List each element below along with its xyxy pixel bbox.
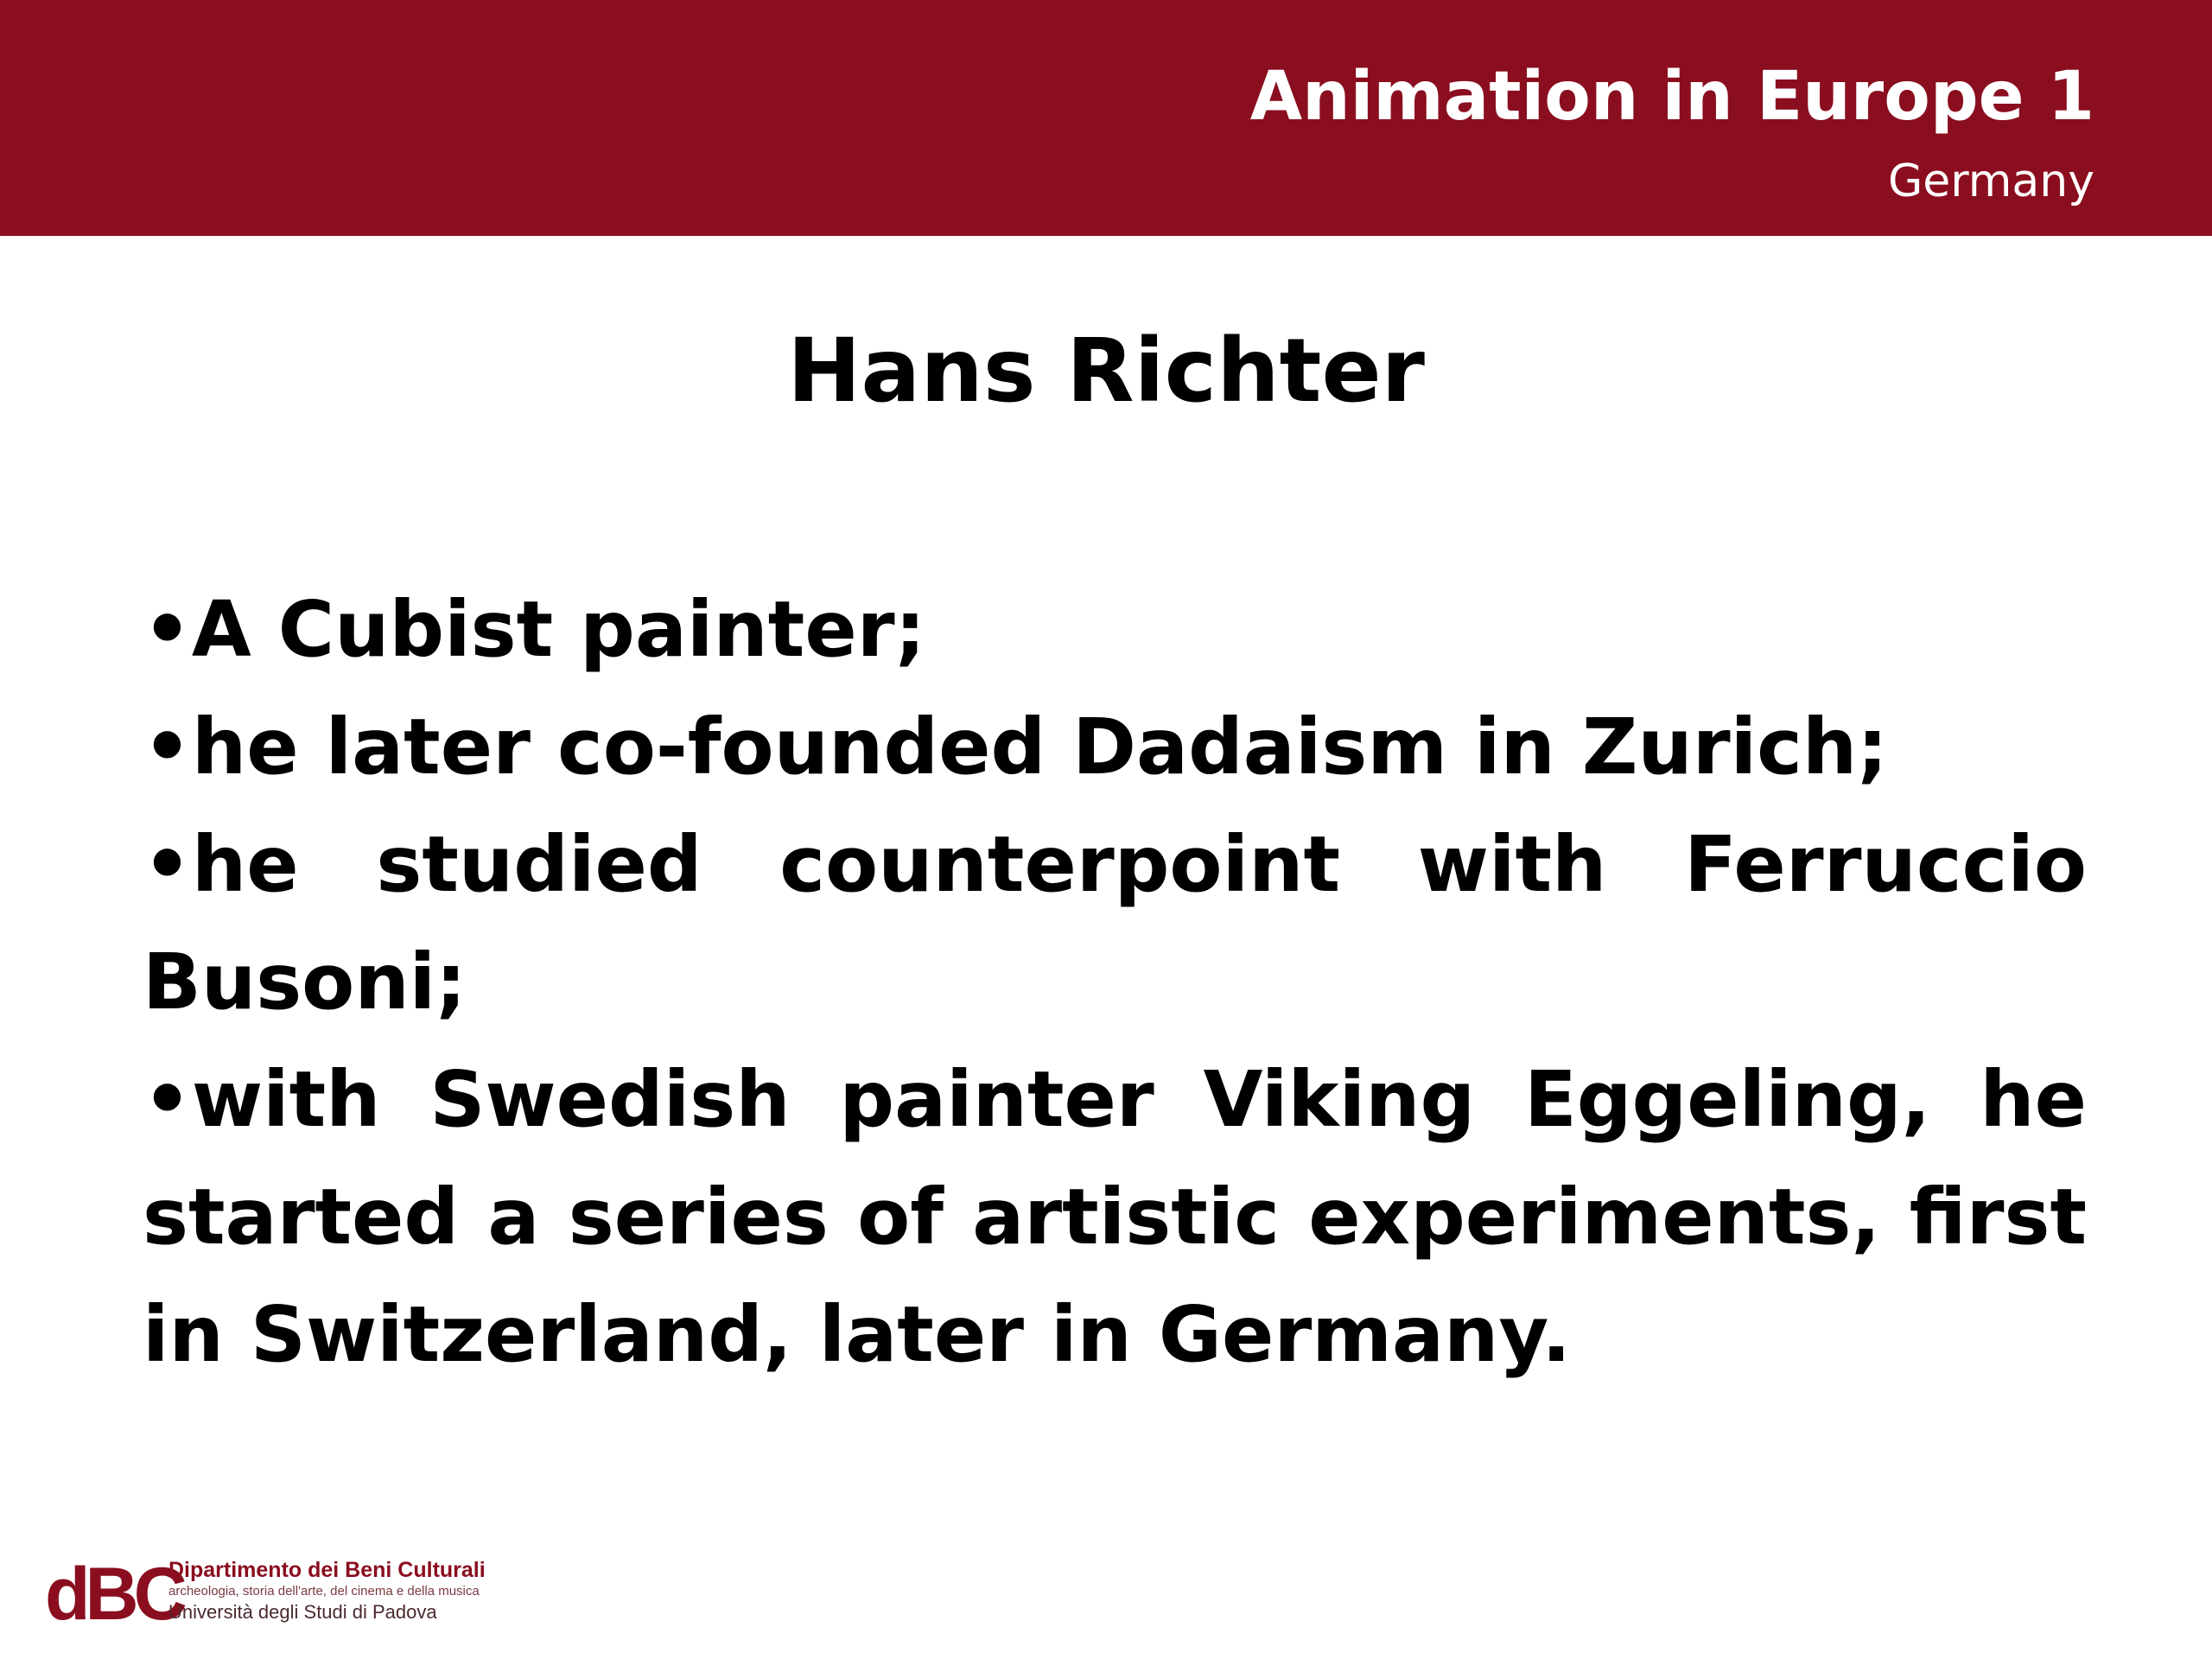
bullet-item	[143, 570, 2087, 688]
department-subtitle: archeologia, storia dell'arte, del cinema e della musica	[168, 1584, 480, 1599]
university-name: Università degli Studi di Padova	[168, 1601, 437, 1623]
bullet-list	[143, 570, 2087, 1393]
bullet-mark: •	[143, 1054, 192, 1144]
bullet-text: A Cubist painter;	[191, 584, 926, 674]
logo-text	[168, 1557, 486, 1624]
bullet-item	[143, 1040, 2087, 1393]
bullet-text: he later co-founded Dadaism in Zurich;	[191, 702, 1888, 791]
bullet-item	[143, 688, 2087, 805]
bullet-mark: •	[143, 819, 192, 909]
department-logo	[45, 1553, 529, 1636]
bullet-mark: •	[143, 702, 192, 791]
bullet-text: he studied counterpoint with Ferruccio Busoni;	[143, 819, 2087, 1027]
course-subtitle: Germany	[1887, 156, 2094, 207]
logo-letters: dBC	[45, 1553, 182, 1636]
header-bar	[0, 0, 2212, 236]
bullet-text: with Swedish painter Viking Eggeling, he started a series of artistic experiments, first in Switzerland, later in Germany.	[143, 1054, 2087, 1379]
slide-title: Hans Richter	[787, 320, 1425, 423]
bullet-mark: •	[143, 584, 192, 674]
department-name: Dipartimento dei Beni Culturali	[168, 1558, 486, 1582]
course-title: Animation in Europe 1	[1249, 58, 2094, 136]
bullet-item	[143, 805, 2087, 1040]
